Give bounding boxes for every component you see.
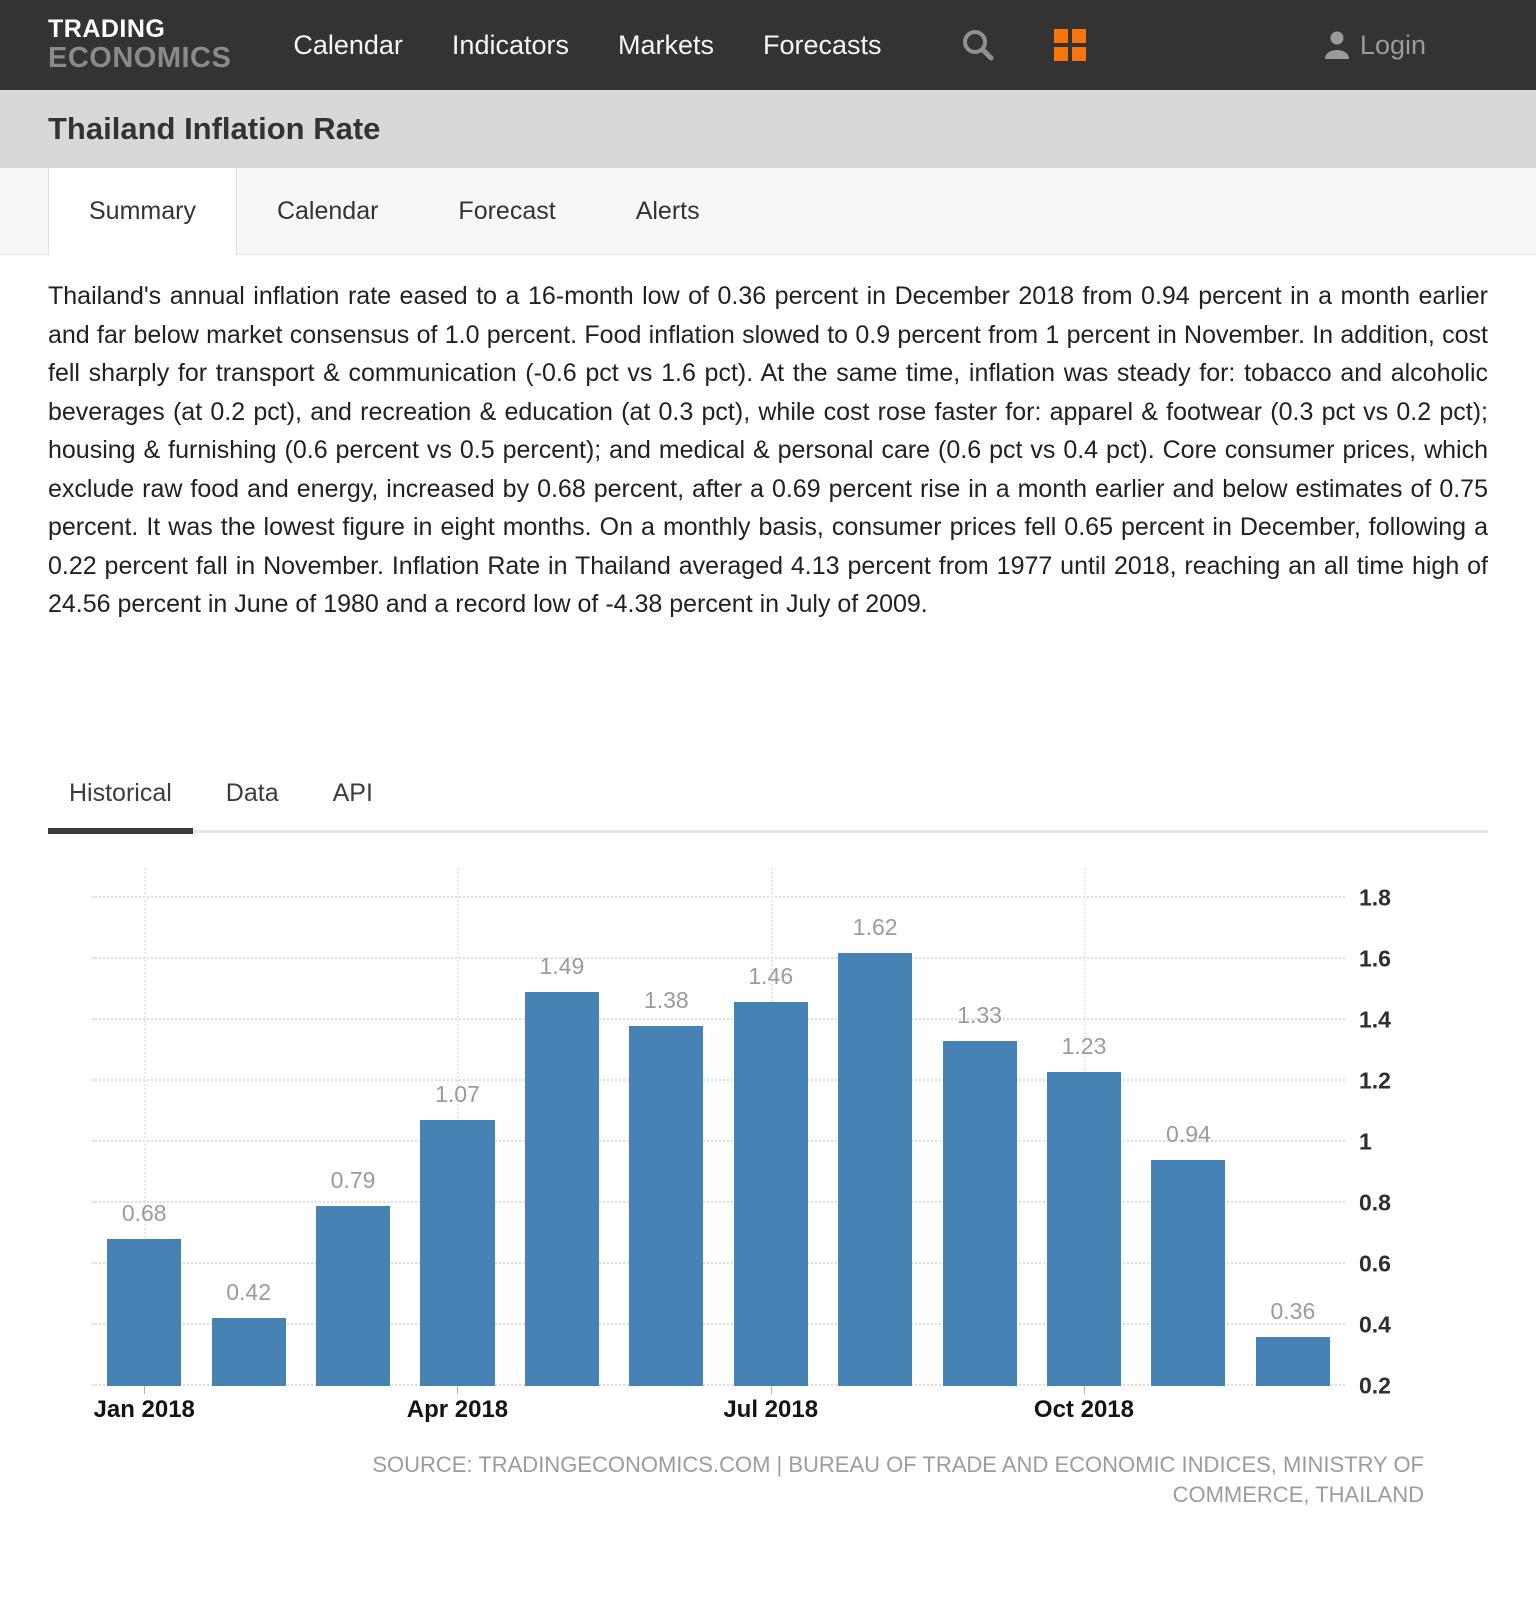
nav-item-markets[interactable]: Markets	[617, 29, 715, 60]
tab-forecast[interactable]: Forecast	[458, 196, 556, 225]
user-icon	[1323, 30, 1351, 60]
brand-line2: ECONOMICS	[48, 42, 232, 74]
tab-alerts[interactable]: Alerts	[635, 196, 700, 225]
chart-tab-historical[interactable]: Historical	[48, 779, 193, 830]
bar-slot	[92, 868, 196, 1386]
brand-line1: TRADING	[48, 15, 166, 43]
y-tick-label: 1.8	[1359, 884, 1391, 911]
bar-value-label: 0.68	[121, 1200, 167, 1227]
bar-value-label: 1.46	[748, 962, 794, 989]
bar-slot	[405, 868, 509, 1386]
x-tick-label: Jul 2018	[723, 1395, 819, 1423]
brand-logo[interactable]	[48, 17, 231, 73]
bar[interactable]	[1256, 1337, 1330, 1386]
bar[interactable]	[734, 1002, 808, 1386]
y-tick-label: 1.6	[1359, 945, 1391, 972]
bar-value-label: 0.36	[1270, 1297, 1316, 1324]
search-icon	[960, 27, 996, 63]
y-tick-label: 1	[1359, 1128, 1372, 1155]
y-tick-label: 1.4	[1359, 1006, 1391, 1033]
bar[interactable]	[107, 1239, 181, 1385]
nav-item-forecasts[interactable]: Forecasts	[763, 29, 882, 60]
bar-slot	[719, 868, 823, 1386]
bar-value-label: 0.79	[330, 1166, 376, 1193]
bar-value-label: 0.94	[1166, 1121, 1211, 1148]
tab-calendar[interactable]: Calendar	[276, 196, 379, 225]
bar[interactable]	[1151, 1160, 1225, 1385]
tab-summary[interactable]: Summary	[48, 168, 237, 255]
page-title-band	[0, 90, 1536, 168]
bar-value-label: 1.38	[643, 986, 689, 1013]
chart-y-axis	[1345, 868, 1488, 1398]
bar-slot	[196, 868, 300, 1386]
bar[interactable]	[316, 1206, 390, 1386]
nav-item-indicators[interactable]: Indicators	[451, 29, 569, 60]
chart-section	[48, 779, 1488, 1510]
bar[interactable]	[212, 1318, 286, 1385]
bar-slot	[1241, 868, 1345, 1386]
chart-tab-data[interactable]: Data	[225, 778, 279, 807]
x-tick-label: Apr 2018	[406, 1395, 509, 1423]
page-title: Thailand Inflation Rate	[48, 111, 381, 146]
bar[interactable]	[943, 1041, 1017, 1385]
y-tick-label: 0.8	[1359, 1189, 1391, 1216]
bar-slot	[614, 868, 718, 1386]
nav-item-calendar[interactable]: Calendar	[293, 29, 403, 60]
bar-slot	[1032, 868, 1136, 1386]
bar-value-label: 1.23	[1061, 1032, 1107, 1059]
chart-tab-api[interactable]: API	[332, 778, 373, 807]
bar-value-label: 1.49	[539, 953, 585, 980]
apps-grid-button[interactable]	[1054, 29, 1086, 61]
login-button[interactable]	[1323, 30, 1426, 61]
chart-source-note: SOURCE: TRADINGECONOMICS.COM | BUREAU OF TRADE AND ECONOMIC INDICES, MINISTRY OF COMMERCE, THAILAND	[372, 1451, 1424, 1507]
login-label: Login	[1359, 29, 1426, 60]
bar[interactable]	[420, 1120, 494, 1385]
bar-slot	[823, 868, 927, 1386]
chart-plot	[92, 868, 1345, 1386]
y-tick-label: 0.6	[1359, 1250, 1391, 1277]
top-nav-bar	[0, 0, 1536, 90]
bar-slot	[927, 868, 1031, 1386]
bar-slot	[1136, 868, 1240, 1386]
bar-value-label: 0.42	[226, 1279, 272, 1306]
x-tick-label: Oct 2018	[1033, 1395, 1134, 1423]
bar-value-label: 1.62	[852, 913, 898, 940]
y-tick-label: 0.4	[1359, 1311, 1391, 1338]
main-tabs	[0, 168, 1536, 255]
summary-paragraph: Thailand's annual inflation rate eased to a 16-month low of 0.36 percent in December 2018 from 0.94 percent in a month earlier and far below market consensus of 1.0 percent. Food inflation slowed to 0.9 percent from 1 percent in November. In addition, cost fell sharply for transport & communication (-0.6 pct vs 1.6 pct). At the same time, inflation was steady for: tobacco and alcoholic beverages (at 0.2 pct), and recreation & education (at 0.3 pct), while cost rose faster for: apparel & footwear (0.3 pct vs 0.2 pct); housing & furnishing (0.6 percent vs 0.5 percent); and medical & personal care (0.6 pct vs 0.4 pct). Core consumer prices, which exclude raw food and energy, increased by 0.68 percent, after a 0.69 percent rise in a month earlier and below estimates of 0.75 percent. It was the lowest figure in eight months. On a monthly basis, consumer prices fell 0.65 percent in December, following a 0.22 percent fall in November. Inflation Rate in Thailand averaged 4.13 percent from 1977 until 2018, reaching an all time high of 24.56 percent in June of 1980 and a record low of -4.38 percent in July of 2009.	[48, 282, 1488, 618]
bar-slot	[510, 868, 614, 1386]
bar-value-label: 1.33	[957, 1002, 1002, 1029]
bar[interactable]	[525, 992, 599, 1385]
apps-grid-icon	[1054, 29, 1068, 43]
y-tick-label: 1.2	[1359, 1067, 1391, 1094]
nav-links	[293, 30, 881, 61]
chart-tabs	[48, 779, 1488, 833]
bar[interactable]	[1047, 1072, 1121, 1386]
bar-value-label: 1.07	[435, 1081, 480, 1108]
chart-x-axis	[92, 1386, 1345, 1432]
x-tick-label: Jan 2018	[93, 1395, 195, 1423]
search-button[interactable]	[960, 27, 996, 63]
bar-slot	[301, 868, 405, 1386]
bar[interactable]	[838, 953, 912, 1386]
bar[interactable]	[629, 1026, 703, 1386]
bars-layer	[92, 868, 1345, 1386]
bar-chart	[48, 868, 1488, 1432]
y-tick-label: 0.2	[1359, 1372, 1391, 1398]
